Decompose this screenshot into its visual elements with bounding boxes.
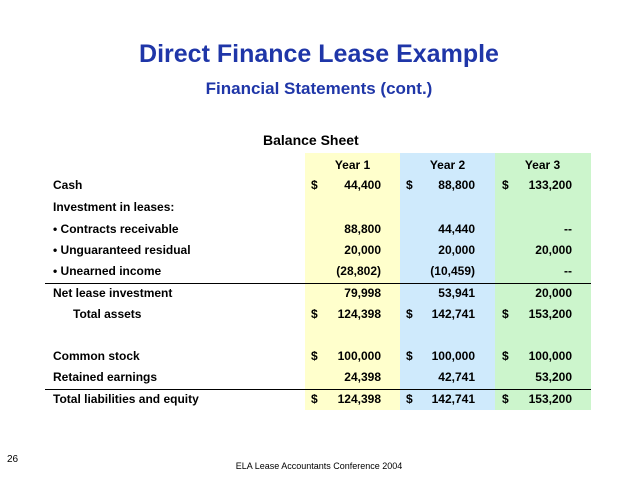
- currency-symbol: $: [502, 349, 509, 363]
- currency-symbol: $: [406, 307, 413, 321]
- cell-value-year-1: 20,000: [344, 243, 381, 257]
- cell-value-year-3: 20,000: [535, 286, 572, 300]
- cell-value-year-1: 88,800: [344, 222, 381, 236]
- currency-symbol: $: [406, 349, 413, 363]
- total-rule: [45, 389, 591, 390]
- cell-value-year-2: 20,000: [438, 243, 475, 257]
- table-row: [45, 261, 591, 281]
- cell-value-year-1: 44,400: [344, 178, 381, 192]
- cell-value-year-3: 53,200: [535, 370, 572, 384]
- row-label: • Unearned income: [53, 264, 162, 278]
- table-row: [45, 197, 591, 217]
- cell-value-year-1: 124,398: [337, 392, 381, 406]
- cell-value-year-2: (10,459): [430, 264, 475, 278]
- cell-value-year-3: --: [564, 264, 572, 278]
- cell-value-year-3: --: [564, 222, 572, 236]
- column-header-year-3: Year 3: [524, 158, 561, 172]
- cell-value-year-3: 153,200: [528, 307, 572, 321]
- currency-symbol: $: [502, 307, 509, 321]
- currency-symbol: $: [311, 392, 318, 406]
- currency-symbol: $: [406, 178, 413, 192]
- footer-text: ELA Lease Accountants Conference 2004: [235, 461, 403, 471]
- table-row: [45, 389, 591, 409]
- cell-value-year-3: 20,000: [535, 243, 572, 257]
- cell-value-year-2: 44,440: [438, 222, 475, 236]
- cell-value-year-2: 53,941: [438, 286, 475, 300]
- subtotal-rule: [45, 283, 591, 284]
- table-row: [45, 304, 591, 324]
- row-label: Retained earnings: [53, 370, 158, 384]
- currency-symbol: $: [406, 392, 413, 406]
- cell-value-year-1: 24,398: [344, 370, 381, 384]
- slide-title: Direct Finance Lease Example: [139, 40, 499, 68]
- cell-value-year-1: 79,998: [344, 286, 381, 300]
- cell-value-year-3: 100,000: [528, 349, 572, 363]
- currency-symbol: $: [502, 392, 509, 406]
- row-label: Total liabilities and equity: [53, 392, 199, 406]
- row-label: • Contracts receivable: [53, 222, 179, 236]
- table-row: [45, 283, 591, 303]
- currency-symbol: $: [311, 349, 318, 363]
- cell-value-year-2: 100,000: [431, 349, 475, 363]
- table-row: [45, 346, 591, 366]
- slide-subtitle: Financial Statements (cont.): [205, 79, 433, 98]
- table-row: [45, 240, 591, 260]
- cell-value-year-2: 42,741: [438, 370, 475, 384]
- cell-value-year-2: 142,741: [431, 307, 475, 321]
- cell-value-year-2: 142,741: [431, 392, 475, 406]
- row-label: • Unguaranteed residual: [53, 243, 191, 257]
- cell-value-year-1: 100,000: [337, 349, 381, 363]
- cell-value-year-3: 153,200: [528, 392, 572, 406]
- table-row: [45, 367, 591, 387]
- column-header-year-1: Year 1: [334, 158, 371, 172]
- currency-symbol: $: [502, 178, 509, 192]
- cell-value-year-1: (28,802): [336, 264, 381, 278]
- row-label: Net lease investment: [53, 286, 173, 300]
- page-number: 26: [7, 454, 19, 465]
- row-label: Common stock: [53, 349, 140, 363]
- cell-value-year-2: 88,800: [438, 178, 475, 192]
- row-label: Cash: [53, 178, 83, 192]
- cell-value-year-1: 124,398: [337, 307, 381, 321]
- currency-symbol: $: [311, 178, 318, 192]
- column-header-year-2: Year 2: [429, 158, 466, 172]
- balance-sheet-title: Balance Sheet: [263, 132, 359, 148]
- table-row: [45, 175, 591, 195]
- table-row: [45, 219, 591, 239]
- cell-value-year-3: 133,200: [528, 178, 572, 192]
- currency-symbol: $: [311, 307, 318, 321]
- row-label: Total assets: [73, 307, 142, 321]
- row-label: Investment in leases:: [53, 200, 175, 214]
